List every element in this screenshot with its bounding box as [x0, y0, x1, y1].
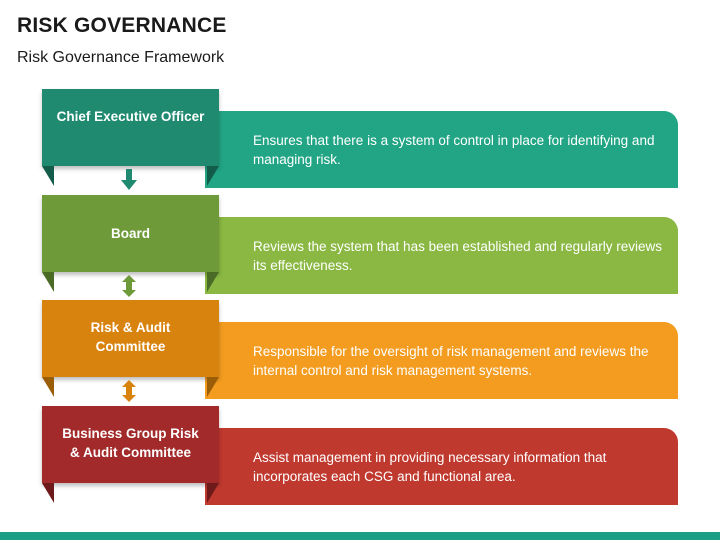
arrow-shaft [126, 169, 132, 181]
arrow-head [121, 180, 137, 190]
left-fold [42, 483, 54, 503]
arrow-shaft [126, 387, 132, 395]
page-subtitle: Risk Governance Framework [17, 49, 225, 66]
page-title: RISK GOVERNANCE [17, 14, 227, 37]
description-panel [205, 217, 678, 294]
arrow-head [122, 275, 136, 282]
up-down-arrow-icon [119, 380, 139, 402]
arrow-shaft [126, 282, 132, 290]
description-panel [205, 322, 678, 399]
level-label: Risk & Audit Committee [90, 320, 171, 354]
governance-level-board [0, 195, 720, 299]
level-box [42, 195, 219, 272]
level-box [42, 406, 219, 483]
up-down-arrow-icon [119, 275, 139, 297]
description-panel [205, 428, 678, 505]
description-panel [205, 111, 678, 188]
description-text: Ensures that there is a system of control in place for identifying and managing risk. [253, 133, 655, 167]
level-label: Business Group Risk & Audit Committee [62, 426, 199, 460]
level-label: Board [110, 226, 150, 241]
governance-level-risk-audit-committee [0, 300, 720, 404]
level-box [42, 300, 219, 377]
governance-level-ceo [0, 89, 720, 193]
arrow-head [122, 290, 136, 297]
level-label: Chief Executive Officer [56, 109, 205, 124]
left-fold [42, 377, 54, 397]
description-text: Responsible for the oversight of risk management and reviews the internal control and risk management systems. [253, 344, 649, 378]
left-fold [42, 272, 54, 292]
arrow-head [122, 395, 136, 402]
left-fold [42, 166, 54, 186]
level-box [42, 89, 219, 166]
description-text: Assist management in providing necessary information that incorporates each CSG and functional area. [253, 450, 607, 484]
down-arrow-icon [119, 169, 139, 191]
arrow-head [122, 380, 136, 387]
description-text: Reviews the system that has been established and regularly reviews its effectiveness. [253, 239, 662, 273]
governance-level-business-group-committee [0, 406, 720, 510]
bottom-accent-bar [0, 532, 720, 540]
